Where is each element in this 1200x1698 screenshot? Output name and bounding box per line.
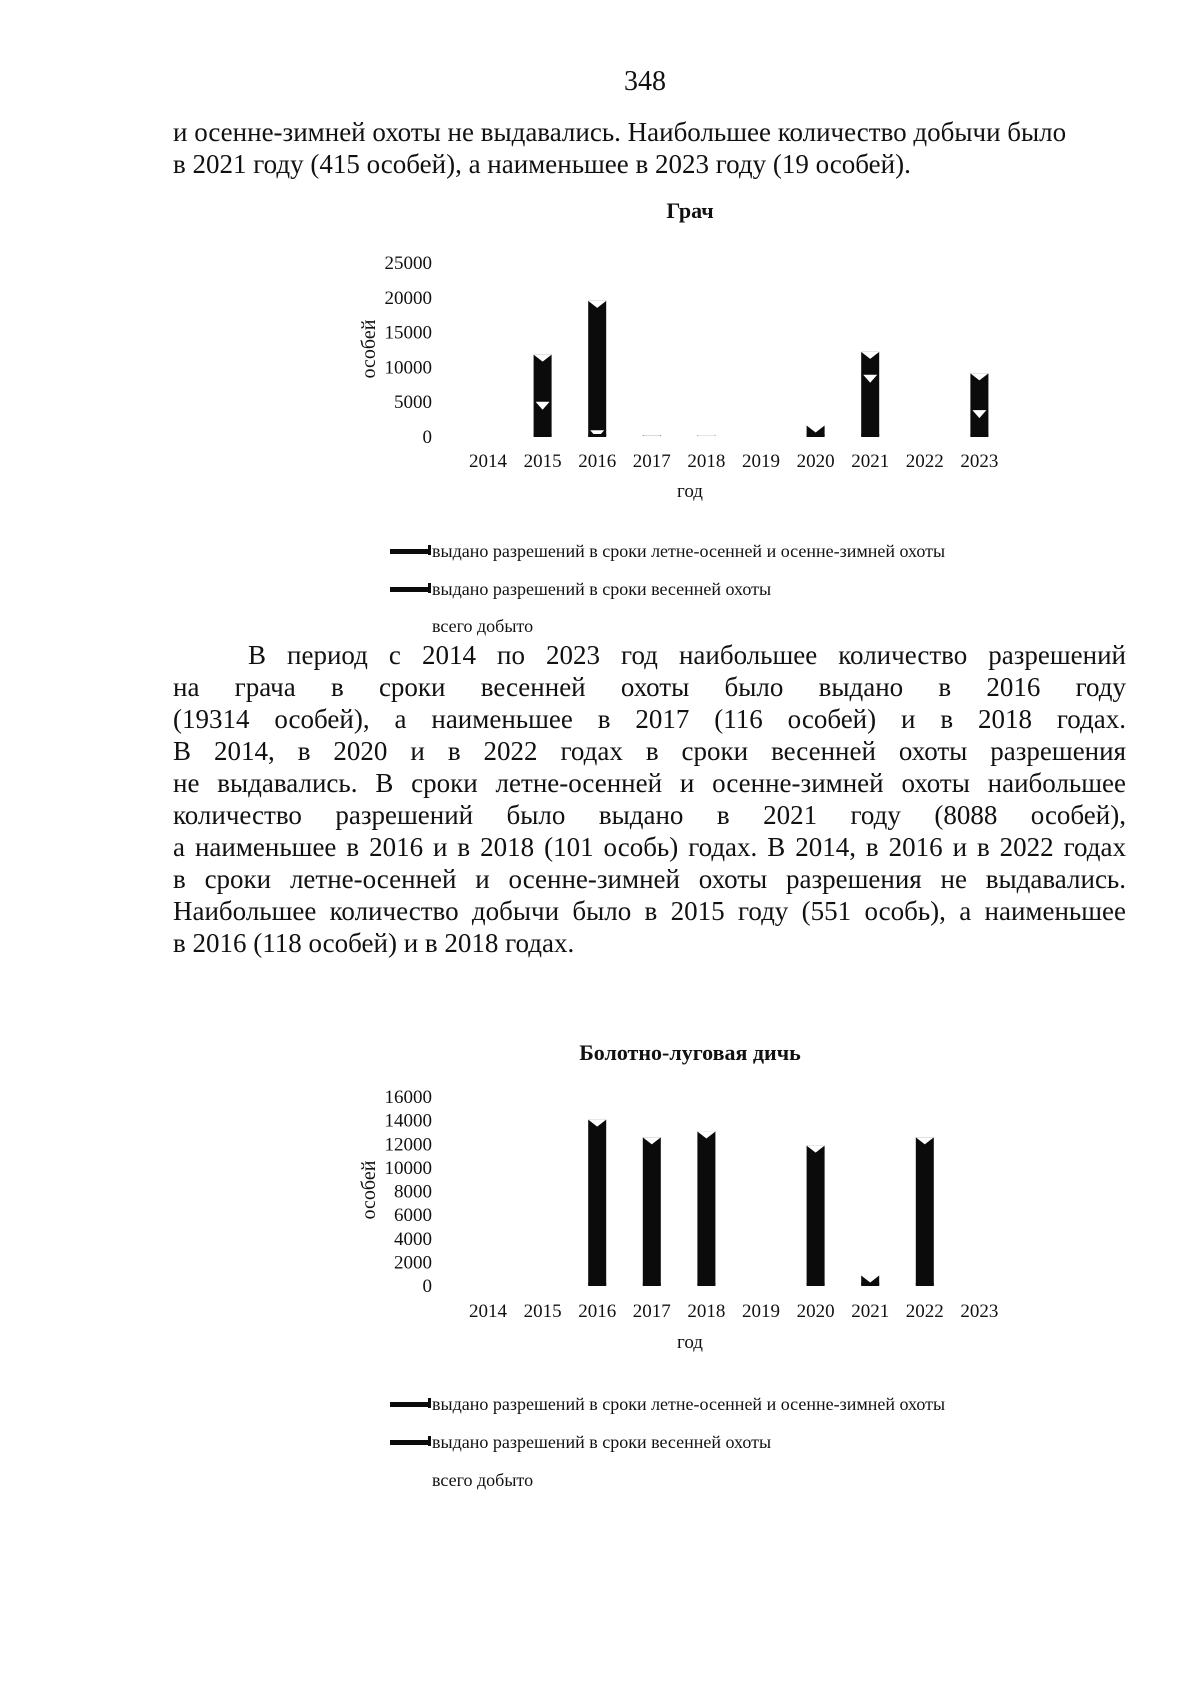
- y-tick-label: 12000: [384, 1134, 432, 1156]
- legend-entry: выдано разрешений в сроки летне-осенней и осенне-зимней охоты: [432, 541, 946, 561]
- text-line: В период с 2014 по 2023 год наибольшее количество разрешений: [248, 640, 1126, 670]
- x-tick-label: 2018: [687, 1301, 726, 1322]
- text-line: не выдавались. В сроки летне-осенней и осенне-зимней охоты наибольшее: [173, 768, 1126, 798]
- legend-entry: выдано разрешений в сроки летне-осенней и осенне-зимней охоты: [432, 1394, 946, 1414]
- y-tick-label: 14000: [384, 1110, 432, 1132]
- harvest-mark-2020: [807, 434, 825, 437]
- y-tick-label: 20000: [384, 287, 432, 309]
- legend-entry: всего добыто: [432, 616, 534, 636]
- harvest-mark-2016: [588, 1283, 606, 1286]
- legend-swatch-tick-1: [428, 583, 431, 593]
- legend-swatch-tick-0: [428, 545, 431, 555]
- legend-entry: выдано разрешений в сроки весенней охоты: [432, 579, 772, 599]
- x-tick-label: 2021: [851, 1301, 890, 1322]
- body-paragraph: [173, 639, 1126, 959]
- y-tick-label: 25000: [384, 253, 432, 274]
- x-tick-label: 2020: [796, 451, 835, 472]
- harvest-mark-2018: [697, 1283, 715, 1286]
- y-axis-label: особей: [358, 1160, 380, 1220]
- text-line: (19314 особей), а наименьшее в 2017 (116 особей) и в 2018 годах.: [173, 704, 1126, 734]
- y-tick-label: 2000: [394, 1252, 432, 1274]
- x-tick-label: 2014: [469, 451, 507, 472]
- bar-2021: [861, 352, 879, 436]
- x-tick-label: 2014: [469, 1301, 507, 1322]
- x-tick-label: 2017: [632, 451, 671, 472]
- text-line: В 2014, в 2020 и в 2022 годах в сроки весенней охоты разрешения: [173, 736, 1126, 766]
- chart-grach: [0, 0, 1200, 640]
- legend-swatch-1: [390, 1440, 430, 1445]
- y-tick-label: 16000: [384, 1087, 432, 1108]
- legend-swatch-1: [390, 587, 430, 592]
- text-line: в 2021 году (415 особей), а наименьшее в 2023 году (19 особей).: [173, 149, 911, 179]
- harvest-mark-2020: [807, 1283, 825, 1286]
- y-tick-label: 5000: [394, 392, 432, 414]
- x-axis-label: год: [677, 481, 703, 502]
- chart-title: Болотно-луговая дичь: [579, 1040, 801, 1065]
- harvest-mark-2017: [643, 1283, 661, 1286]
- x-tick-label: 2016: [578, 451, 617, 472]
- legend-swatch-0: [390, 1402, 430, 1407]
- x-tick-label: 2017: [632, 1301, 671, 1322]
- harvest-mark-2023: [970, 434, 988, 437]
- legend-swatch-0: [390, 549, 430, 554]
- text-line: Наибольшее количество добычи было в 2015 году (551 особь), а наименьшее: [173, 896, 1126, 926]
- x-tick-label: 2018: [687, 451, 726, 472]
- y-tick-label: 10000: [384, 1157, 432, 1179]
- x-tick-label: 2015: [523, 451, 562, 472]
- text-line: на грача в сроки весенней охоты было выдано в 2016 году: [173, 672, 1126, 702]
- legend-entry: всего добыто: [432, 1470, 534, 1490]
- chart-title: Грач: [666, 198, 714, 223]
- x-tick-label: 2019: [742, 451, 780, 472]
- y-tick-label: 10000: [384, 357, 432, 379]
- y-tick-label: 15000: [384, 322, 432, 344]
- x-tick-label: 2023: [960, 451, 999, 472]
- bar-2018: [697, 1131, 715, 1285]
- bar-2016: [588, 301, 606, 436]
- bar-2016: [588, 1120, 606, 1285]
- x-tick-label: 2015: [523, 1301, 562, 1322]
- x-tick-label: 2020: [796, 1301, 835, 1322]
- bar-2015: [534, 355, 552, 436]
- page-number: 348: [624, 66, 666, 97]
- y-axis-label: особей: [358, 319, 380, 379]
- bar-2020: [807, 1146, 825, 1285]
- bar-2017: [643, 1137, 661, 1285]
- y-tick-label: 6000: [394, 1205, 432, 1227]
- harvest-mark-2015: [534, 434, 552, 437]
- y-tick-label: 0: [422, 1276, 432, 1297]
- x-tick-label: 2016: [578, 1301, 617, 1322]
- text-line: в 2016 (118 особей) и в 2018 годах.: [173, 928, 575, 958]
- legend-swatch-tick-1: [428, 1436, 431, 1446]
- text-line: количество разрешений было выдано в 2021 году (8088 особей),: [173, 800, 1126, 830]
- harvest-mark-2021: [861, 1283, 879, 1286]
- bar-2023: [970, 373, 988, 436]
- x-tick-label: 2019: [742, 1301, 780, 1322]
- bar-cap-2018: [697, 435, 715, 442]
- bar-cap-2017: [643, 435, 661, 442]
- x-tick-label: 2022: [905, 1301, 944, 1322]
- harvest-mark-2016: [588, 434, 606, 437]
- y-tick-label: 0: [422, 427, 432, 448]
- y-tick-label: 4000: [394, 1228, 432, 1250]
- text-line: и осенне-зимней охоты не выдавались. Наибольшее количество добычи было: [173, 117, 1067, 147]
- harvest-mark-2021: [861, 434, 879, 437]
- x-tick-label: 2022: [905, 451, 944, 472]
- chart-bolotno-lugovaya-dich: [0, 1010, 1200, 1570]
- x-tick-label: 2023: [960, 1301, 999, 1322]
- y-tick-label: 8000: [394, 1181, 432, 1203]
- x-tick-label: 2021: [851, 451, 890, 472]
- bar-2022: [916, 1137, 934, 1285]
- harvest-mark-2022: [916, 1283, 934, 1286]
- legend-entry: выдано разрешений в сроки весенней охоты: [432, 1432, 772, 1452]
- text-line: в сроки летне-осенней и осенне-зимней охоты разрешения не выдавались.: [173, 864, 1126, 894]
- text-line: а наименьшее в 2016 и в 2018 (101 особь) годах. В 2014, в 2016 и в 2022 годах: [173, 832, 1126, 862]
- legend-swatch-tick-0: [428, 1398, 431, 1408]
- x-axis-label: год: [677, 1332, 703, 1353]
